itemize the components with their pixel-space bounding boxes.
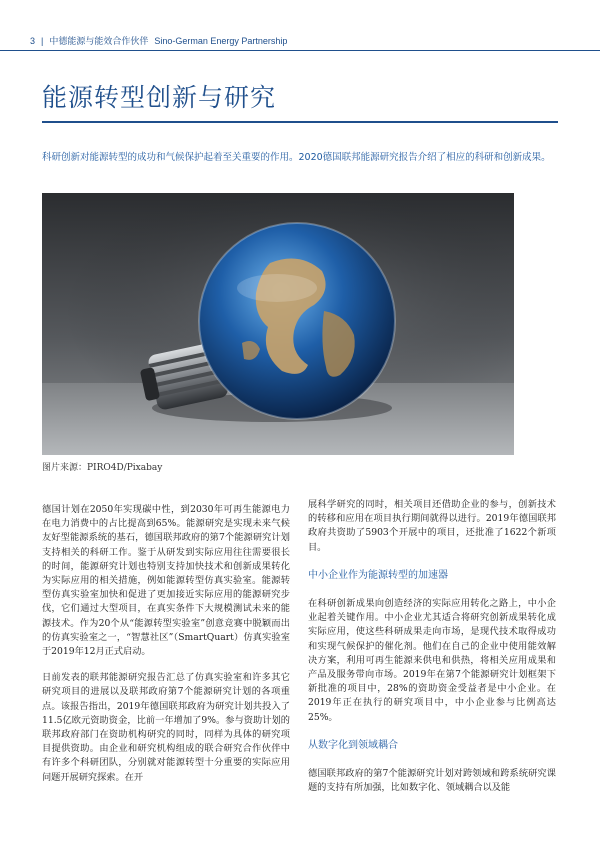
header-title-zh: 中德能源与能效合作伙伴	[49, 36, 149, 46]
body-paragraph: 德国联邦政府的第7个能源研究计划对跨领域和跨系统研究课题的支持有所加强，比如数字化、领域耦合以及能	[308, 768, 556, 794]
page-number: 3	[30, 35, 36, 46]
body-paragraph: 在科研创新成果向创造经济的实际应用转化之路上，中小企业起着关键作用。中小企业尤其适合将研究创新成果转化成实际应用，使这些科研成果走向市场，是现代技术取得成功和实现气候保护的催化剂。他们在自己的企业中使用能效解决方案，利用可再生能源来供电和供热，将相关应用成果和产品及服务带向市场。2019年在第7个能源研究计划框架下新批准的项目中，28%的资助资金受益者是中小企业。在2019年正在执行的研究项目中，中小企业参与比例高达25%。	[308, 598, 556, 723]
lead-paragraph: 科研创新对能源转型的成功和气候保护起着至关重要的作用。2020德国联邦能源研究报告介绍了相应的科研和创新成果。	[42, 152, 551, 163]
left-column	[42, 503, 290, 797]
page-title: 能源转型创新与研究	[42, 83, 277, 112]
header-title-en: Sino-German Energy Partnership	[154, 35, 288, 46]
body-paragraph: 德国计划在2050年实现碳中性，到2030年可再生能源电力在电力消费中的占比提高到65%。能源研究是实现未来气候友好型能源系统的基石，德国联邦政府的第7个能源研究计划支持相关的科研工作。鉴于从研发到实际应用往往需要很长的时间，能源研究计划也特别支持加快技术和创新成果转化为实际应用的相关措施，例如能源转型仿真实验室。能源转型仿真实验室加快和促进了更加接近实际应用的能源研究步伐，它们通过大型项目，在真实条件下大规模测试未来的能源技术。作为20个从“能源转型实验室”创意竞赛中脱颖而出的仿真实验室之一，“智慧社区”（SmartQuart）仿真实验室于2019年12月正式启动。	[42, 504, 290, 658]
section-heading: 中小企业作为能源转型的加速器	[308, 569, 448, 581]
image-caption: 图片来源：PIRO4D/Pixabay	[42, 463, 163, 473]
section-heading: 从数字化到领域耦合	[308, 739, 398, 751]
body-paragraph: 展科学研究的同时，相关项目还借助企业的参与，创新技术的转移和应用在项目执行期间就得以进行。2019年德国联邦政府共资助了5903个开展中的项目，还批准了1622个新项目。	[308, 499, 556, 553]
title-rule	[42, 121, 558, 123]
header-separator: |	[41, 35, 44, 46]
body-paragraph: 日前发表的联邦能源研究报告汇总了仿真实验室和许多其它研究项目的进展以及联邦政府第7个能源研究计划的各项重点。该报告指出，2019年德国联邦政府为研究计划共投入了11.5亿欧元资助资金，比前一年增加了9%。参与资助计划的联邦政府部门在资助机构研究的同时，同样为具体的研究项目提供资助。由企业和研究机构组成的联合研究合作伙伴中有许多个科研团队，分别就对能源转型十分重要的实际应用问题开展研究探索。在开	[42, 672, 290, 783]
lightbulb-earth-photo	[42, 193, 514, 455]
right-column	[308, 498, 556, 807]
header-rule	[0, 50, 600, 51]
running-header	[30, 34, 287, 47]
